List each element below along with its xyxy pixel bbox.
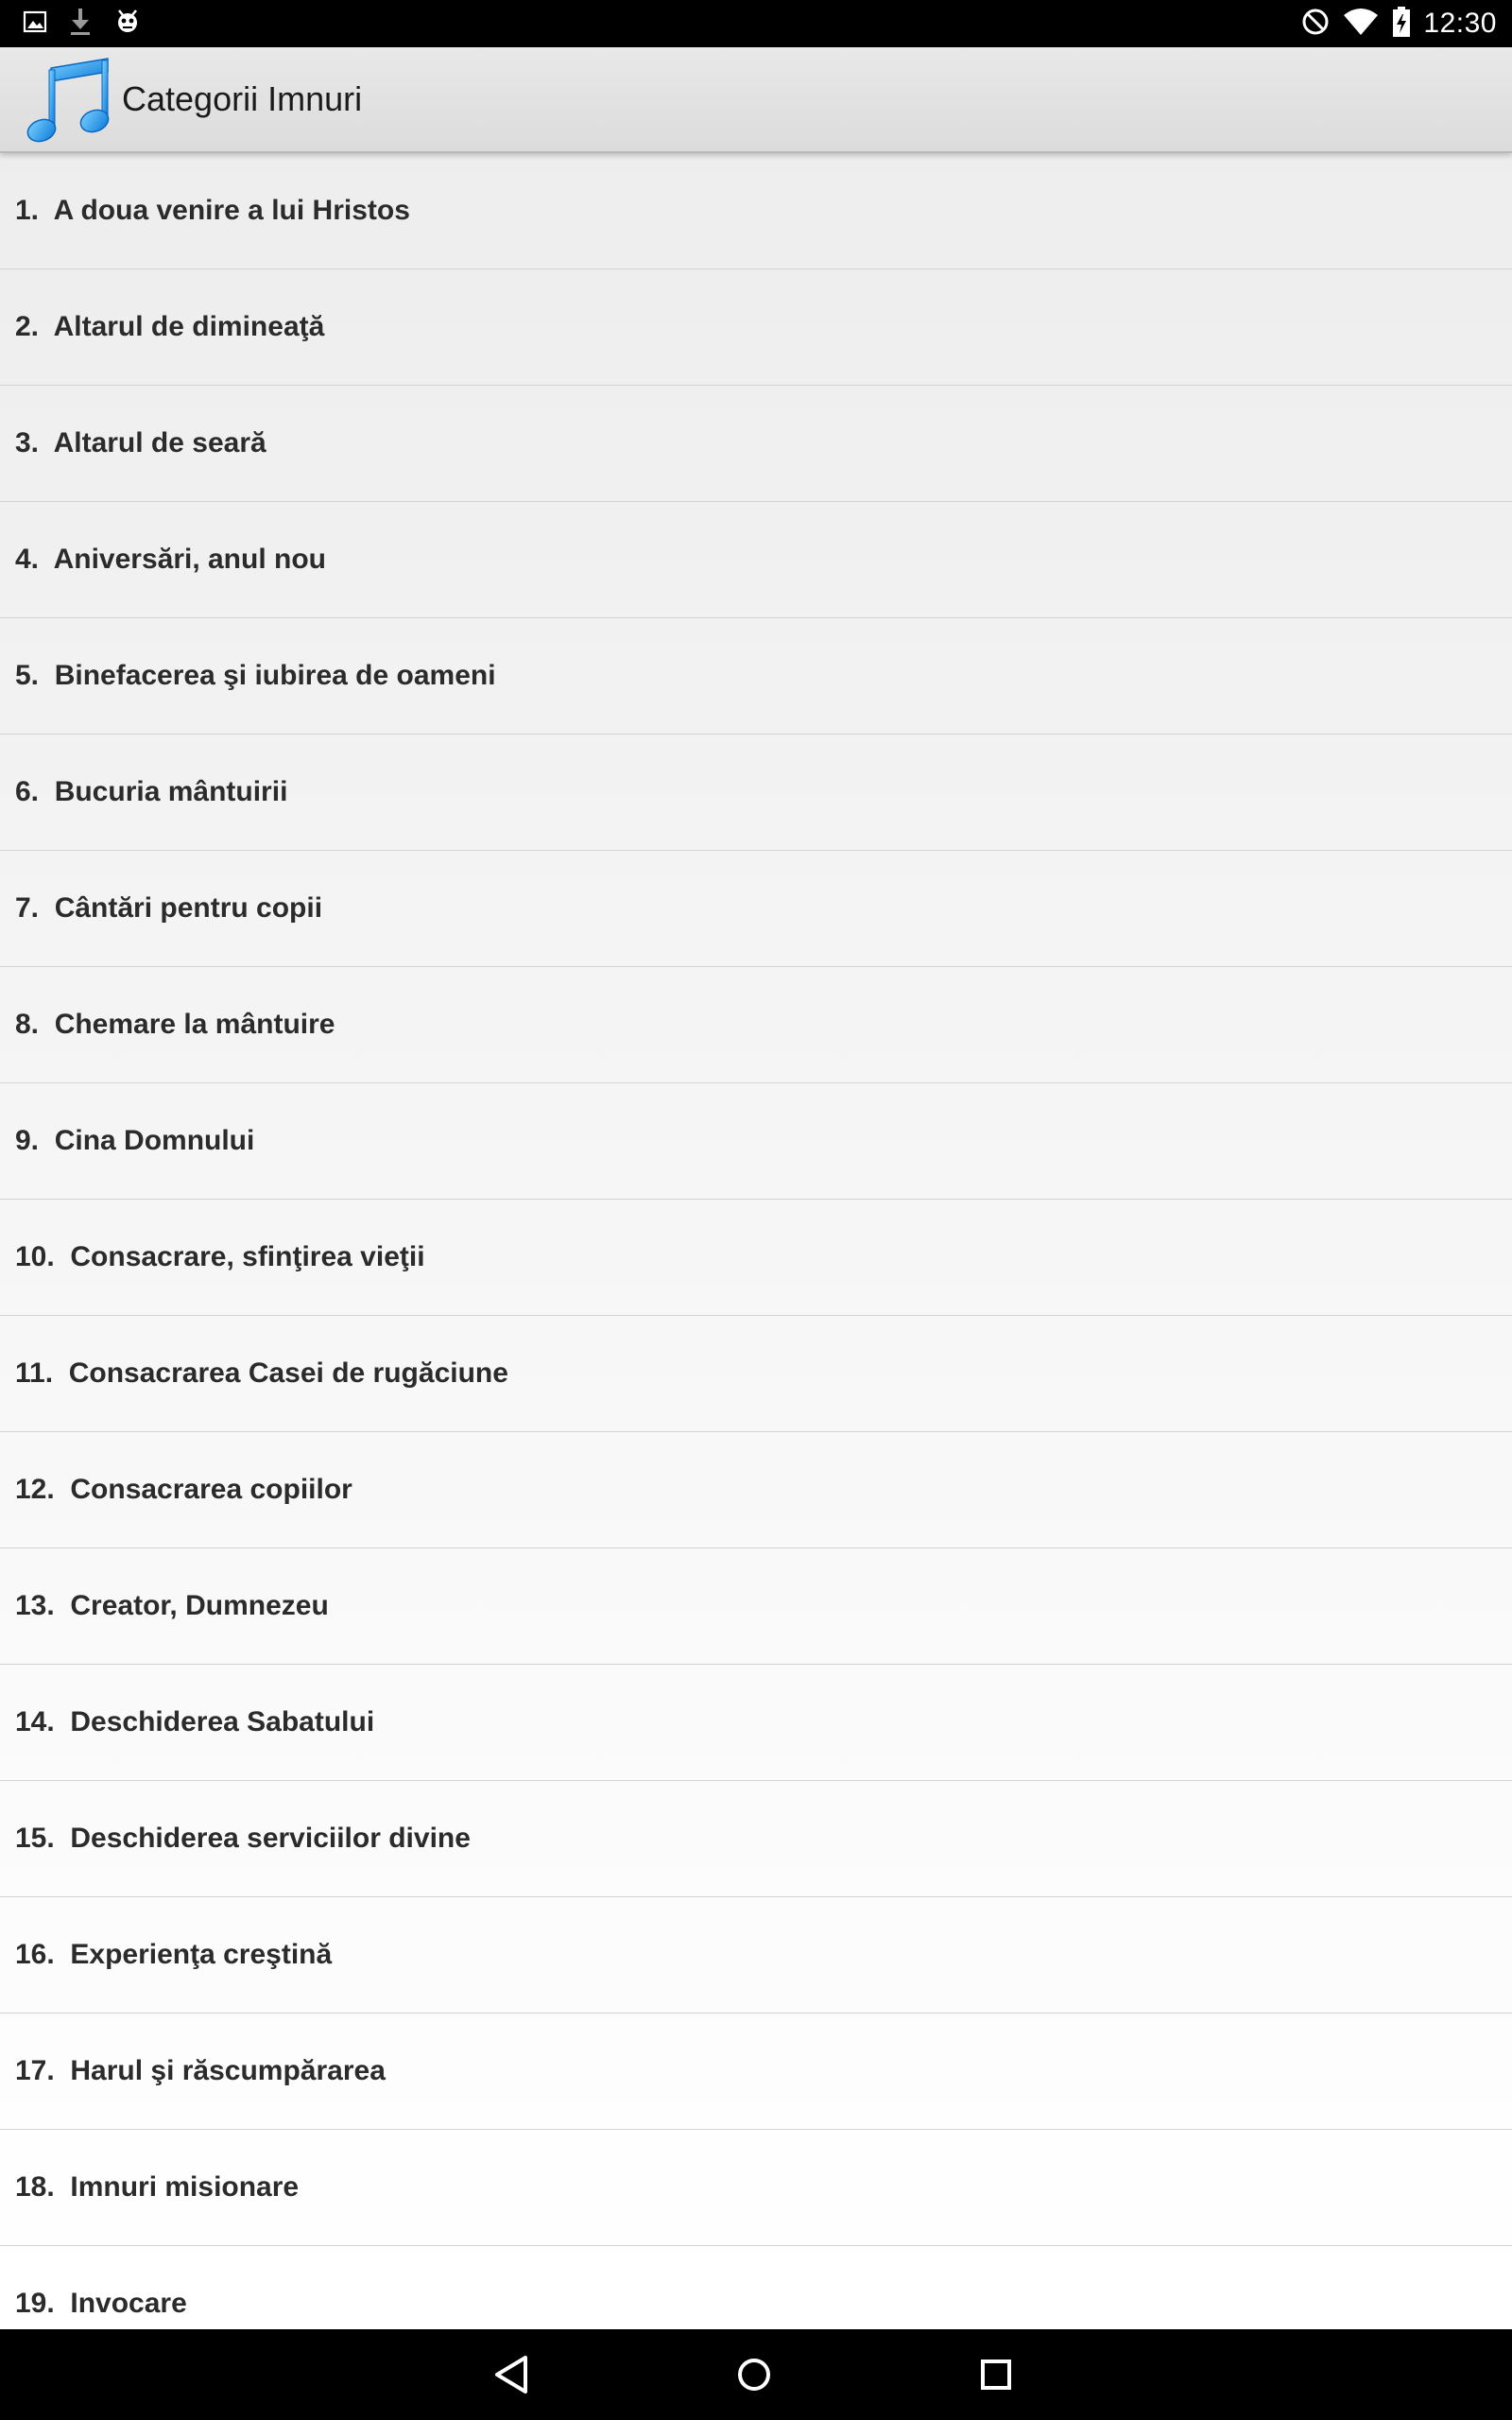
list-item[interactable]	[0, 1200, 1512, 1316]
wifi-icon	[1342, 7, 1380, 42]
app-bar	[0, 47, 1512, 153]
list-item-label: 17. Harul şi răscumpărarea	[15, 2055, 386, 2086]
list-item-label: 5. Binefacerea şi iubirea de oameni	[15, 660, 496, 691]
list-item-label: 8. Chemare la mântuire	[15, 1009, 335, 1040]
list-item[interactable]	[0, 1548, 1512, 1665]
list-item[interactable]	[0, 502, 1512, 618]
list-item[interactable]	[0, 2130, 1512, 2246]
list-item[interactable]	[0, 735, 1512, 851]
clock: 12:30	[1423, 8, 1497, 39]
list-item[interactable]	[0, 1665, 1512, 1781]
list-item-label: 2. Altarul de dimineaţă	[15, 311, 325, 342]
music-note-icon	[23, 55, 113, 146]
android-debug-icon	[113, 8, 142, 41]
list-item[interactable]	[0, 851, 1512, 967]
page-title: Categorii Imnuri	[122, 79, 363, 118]
list-item[interactable]	[0, 1083, 1512, 1200]
recents-square-icon[interactable]	[968, 2346, 1024, 2403]
list-item-label: 10. Consacrare, sfinţirea vieţii	[15, 1241, 425, 1272]
list-item-label: 3. Altarul de seară	[15, 427, 266, 458]
do-not-disturb-icon	[1300, 7, 1331, 42]
list-item-label: 11. Consacrarea Casei de rugăciune	[15, 1357, 508, 1389]
list-item[interactable]	[0, 269, 1512, 386]
list-item-label: 9. Cina Domnului	[15, 1125, 255, 1156]
list-item[interactable]	[0, 618, 1512, 735]
list-item[interactable]	[0, 2246, 1512, 2329]
list-item-label: 6. Bucuria mântuirii	[15, 776, 288, 807]
list-item[interactable]	[0, 1432, 1512, 1548]
list-item[interactable]	[0, 1897, 1512, 2014]
list-item-label: 13. Creator, Dumnezeu	[15, 1590, 329, 1621]
list-item-label: 12. Consacrarea copiilor	[15, 1474, 352, 1505]
home-circle-icon[interactable]	[726, 2346, 782, 2403]
battery-icon	[1391, 6, 1412, 43]
list-item[interactable]	[0, 386, 1512, 502]
list-item[interactable]	[0, 967, 1512, 1083]
category-list[interactable]	[0, 153, 1512, 2329]
list-item-label: 19. Invocare	[15, 2288, 187, 2319]
list-item-label: 4. Aniversări, anul nou	[15, 544, 326, 575]
list-item-label: 1. A doua venire a lui Hristos	[15, 195, 410, 226]
notification-icons	[23, 8, 142, 41]
system-icons	[1300, 0, 1497, 47]
list-item-label: 18. Imnuri misionare	[15, 2171, 300, 2203]
back-triangle-icon[interactable]	[484, 2346, 541, 2403]
status-bar	[0, 0, 1512, 47]
list-item[interactable]	[0, 2014, 1512, 2130]
image-icon	[23, 9, 47, 39]
list-item-label: 7. Cântări pentru copii	[15, 892, 323, 924]
list-item-label: 15. Deschiderea serviciilor divine	[15, 1823, 471, 1854]
navigation-bar	[0, 2329, 1512, 2420]
list-item-label: 14. Deschiderea Sabatului	[15, 1706, 375, 1737]
list-item-label: 16. Experienţa creştină	[15, 1939, 333, 1970]
download-icon	[68, 8, 93, 41]
list-item[interactable]	[0, 153, 1512, 269]
list-item[interactable]	[0, 1781, 1512, 1897]
list-item[interactable]	[0, 1316, 1512, 1432]
